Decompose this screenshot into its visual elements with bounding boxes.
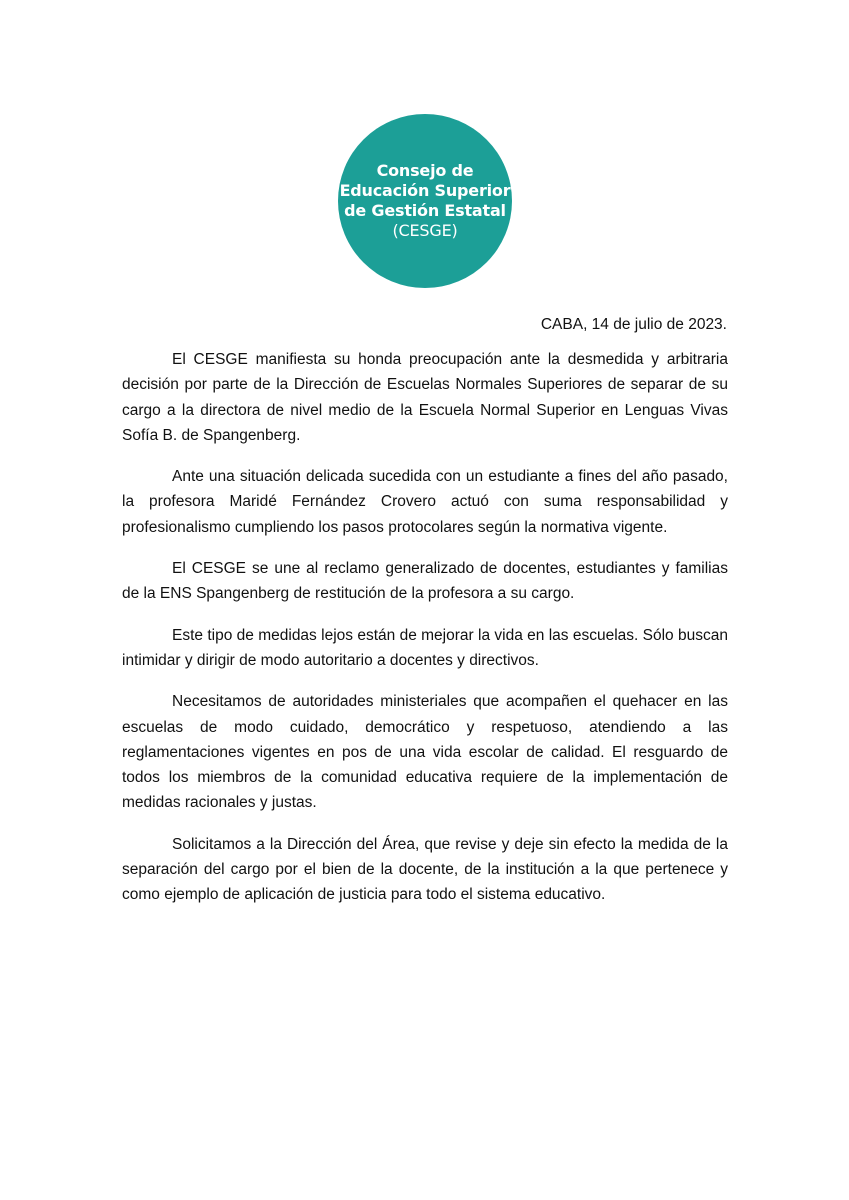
paragraph-3: El CESGE se une al reclamo generalizado de docentes, estudiantes y familias de la ENS Spangenberg de restitución de la profesora a su cargo. <box>122 560 728 603</box>
logo-line-3: de Gestión Estatal <box>344 201 506 220</box>
logo-circle <box>338 114 512 288</box>
paragraph-1: El CESGE manifiesta su honda preocupación ante la desmedida y arbitraria decisión por parte de la Dirección de Escuelas Normales Superiores de separar de su cargo a la directora de nivel medio de la Escuela Normal Superior en Lenguas Vivas Sofía B. de Spangenberg. <box>122 351 728 444</box>
cesge-logo <box>324 100 524 300</box>
logo-line-2: Educación Superior <box>339 181 511 200</box>
document-date: CABA, 14 de julio de 2023. <box>540 316 727 333</box>
paragraph-2: Ante una situación delicada sucedida con un estudiante a fines del año pasado, la profesora Maridé Fernández Crovero actuó con suma responsabilidad y profesionalismo cumpliendo los pasos protocolares según la normativa vigente. <box>122 468 728 536</box>
logo-line-4: (CESGE) <box>392 221 458 240</box>
logo-line-1: Consejo de <box>376 161 474 180</box>
paragraph-5: Necesitamos de autoridades ministeriales que acompañen el quehacer en las escuelas de modo cuidado, democrático y respetuoso, atendiendo a las reglamentaciones vigentes en pos de una vida escolar de calidad. El resguardo de todos los miembros de la comunidad educativa requiere de la implementación de medidas racionales y justas. <box>122 693 728 812</box>
document-body <box>122 347 728 924</box>
paragraph-6: Solicitamos a la Dirección del Área, que revise y deje sin efecto la medida de la separación del cargo por el bien de la docente, de la institución a la que pertenece y como ejemplo de aplicación de justicia para todo el sistema educativo. <box>122 835 728 904</box>
paragraph-4: Este tipo de medidas lejos están de mejorar la vida en las escuelas. Sólo buscan intimidar y dirigir de modo autoritario a docentes y directivos. <box>122 626 728 669</box>
